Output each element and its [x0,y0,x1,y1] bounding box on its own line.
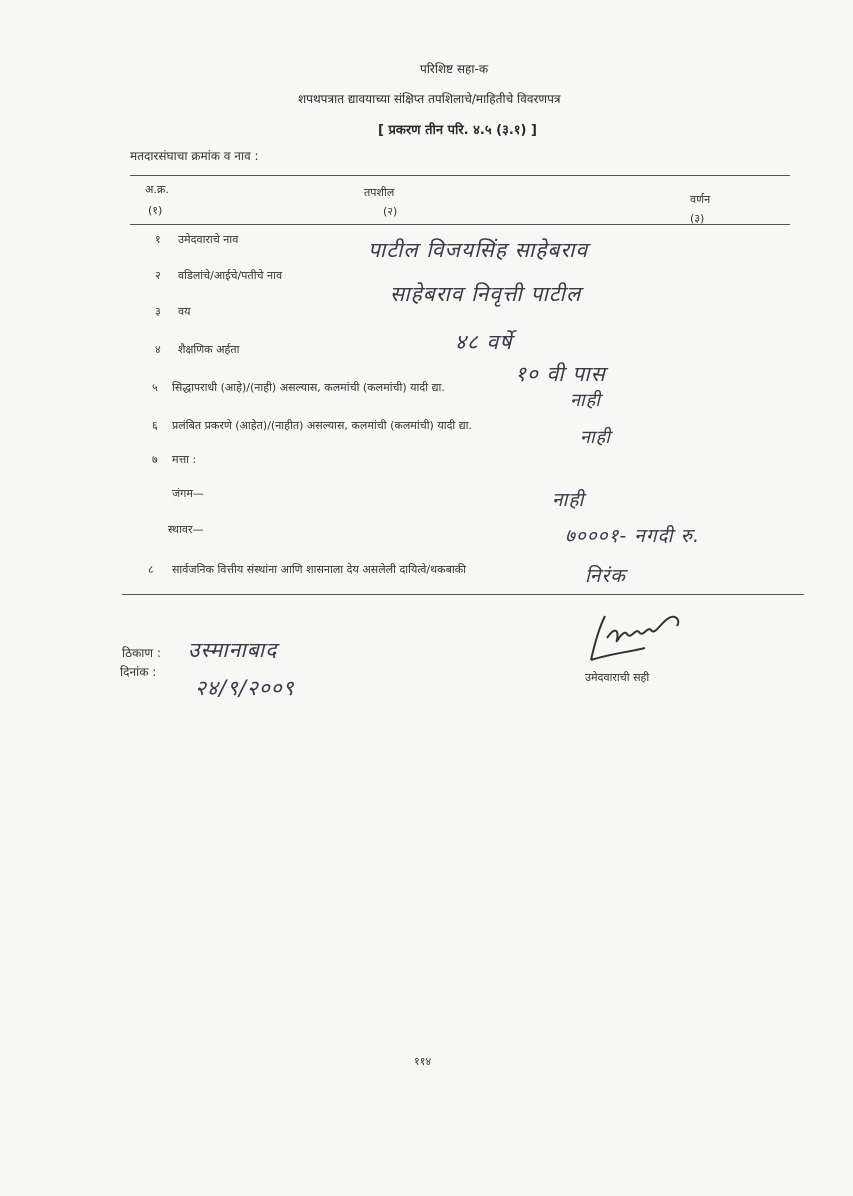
row-label-immovable-assets: स्थावर— [168,523,204,536]
place-label: ठिकाण : [122,646,161,660]
row-label-convictions: सिद्धापराधी (आहे)/(नाही) असल्यास, कलमांची (कलमांची) यादी द्या. [172,381,445,394]
row-value-liabilities: निरंक [585,565,626,587]
row-label-age: वय [178,305,191,318]
chapter-reference: [ प्रकरण तीन परि. ४.५ (३.१) ] [378,123,537,138]
place-value: उस्मानाबाद [188,638,278,662]
row-number: ३ [155,305,161,318]
row-value-candidate-name: पाटील विजयसिंह साहेबराव [368,238,589,262]
appendix-title: परिशिष्ट सहा-क [420,62,489,76]
column-header-serial: अ.क्र. [145,183,169,196]
table-bottom-rule [122,594,804,595]
row-number: १ [155,233,161,246]
table-top-rule [130,175,790,176]
row-number: ४ [155,343,161,356]
constituency-label: मतदारसंघाचा क्रमांक व नाव : [130,149,259,163]
column-header-details: तपशील [364,186,395,199]
row-number: ५ [152,381,158,394]
column-number-serial: (१) [148,204,163,217]
row-label-parent-name: वडिलांचे/आईचे/पतीचे नाव [178,269,283,282]
row-value-age: ४८ वर्षे [455,330,513,354]
page-number: ११४ [414,1055,432,1068]
row-value-education: १० वी पास [515,362,606,386]
row-label-candidate-name: उमेदवाराचे नाव [178,233,239,246]
form-subtitle: शपथपत्रात द्यावयाच्या संक्षिप्त तपशिलाचे/माहितीचे विवरणपत्र [298,92,561,106]
row-value-convictions: नाही [570,390,601,411]
column-header-description: वर्णन [690,193,711,206]
row-number: ७ [152,453,158,466]
date-value: २४/९/२००९ [195,676,295,700]
row-label-movable-assets: जंगम— [172,487,204,500]
row-number: ६ [152,419,158,432]
header-bottom-rule [130,224,790,225]
row-value-pending-cases: नाही [580,427,611,448]
row-label-education: शैक्षणिक अर्हता [178,343,240,356]
signature-caption: उमेदवाराची सही [585,671,650,684]
date-label: दिनांक : [120,665,157,679]
row-label-assets: मत्ता : [172,453,197,466]
row-number: २ [155,269,161,282]
row-label-pending-cases: प्रलंबित प्रकरणे (आहेत)/(नाहीत) असल्यास, कलमांची (कलमांची) यादी द्या. [172,419,473,432]
row-value-movable-assets: नाही [552,489,585,511]
candidate-signature [585,608,695,670]
column-number-description: (३) [690,212,705,225]
row-value-parent-name: साहेबराव निवृत्ती पाटील [390,282,582,306]
row-value-immovable-assets: ७०००१- नगदी रु. [565,525,700,547]
column-number-details: (२) [383,205,398,218]
row-number: ८ [148,563,154,576]
row-label-liabilities: सार्वजनिक वित्तीय संस्थांना आणि शासनाला देय असलेली दायित्वे/थकबाकी [172,563,467,576]
